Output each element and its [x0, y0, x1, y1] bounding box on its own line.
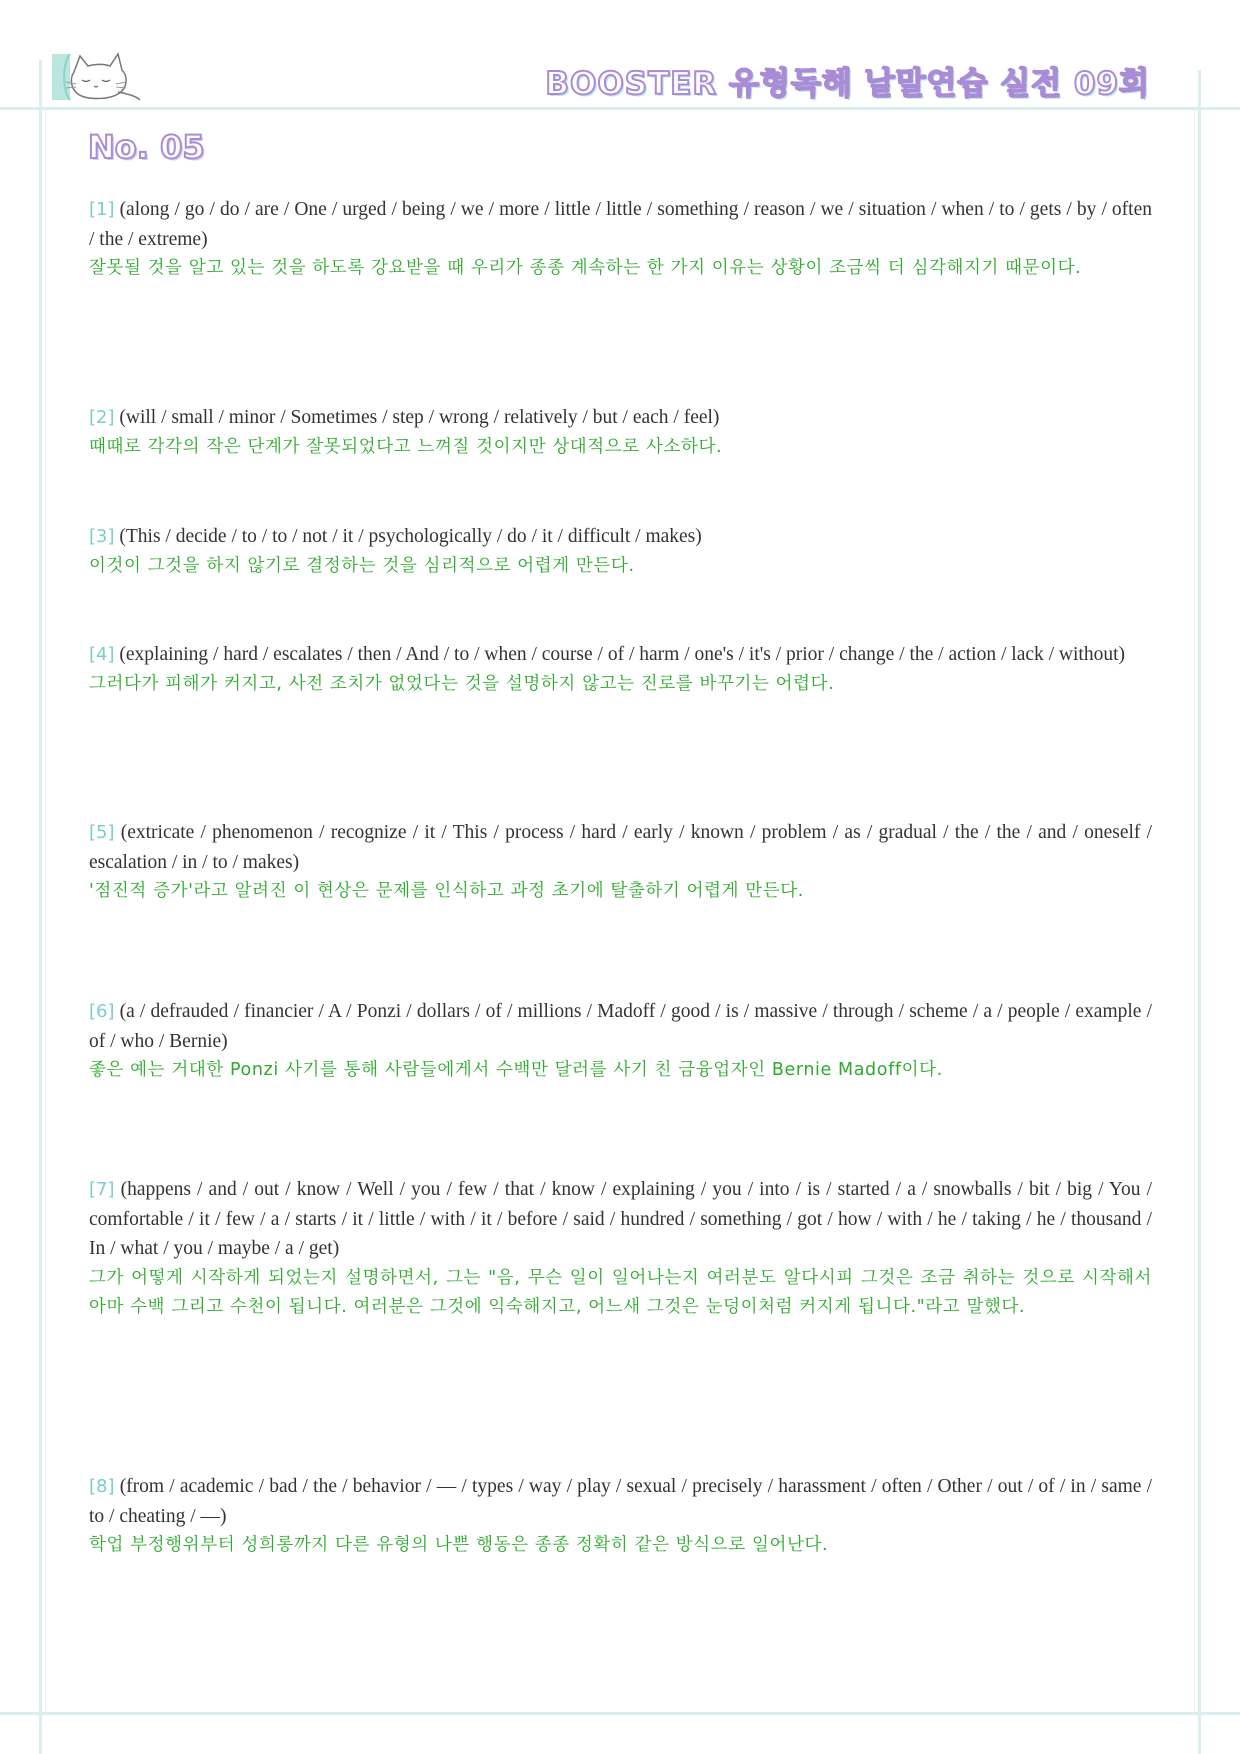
exercise-item-1 — [89, 195, 1152, 284]
frame-top-line — [0, 107, 1240, 110]
frame-left-line — [39, 60, 42, 1754]
section-number: No. 05 — [88, 128, 205, 166]
korean-translation: 잘못될 것을 알고 있는 것을 하도록 강요받을 때 우리가 종종 계속하는 한 가지 이유는 상황이 조금씩 더 심각해지기 때문이다. — [89, 258, 1082, 278]
item-number: [3] — [89, 526, 115, 547]
exercise-item-7 — [89, 1175, 1152, 1323]
word-scramble — [89, 403, 1152, 433]
korean-translation: 좋은 예는 거대한 Ponzi 사기를 통해 사람들에게서 수백만 달러를 사기 친 금융업자인 Bernie Madoff이다. — [89, 1060, 943, 1080]
word-list: (a / defrauded / financier / A / Ponzi / dollars / of / millions / Madoff / good / is / massive / through / scheme / a / people / example / of / who / Bernie) — [89, 1001, 1153, 1052]
korean-translation: 그러다가 피해가 커지고, 사전 조치가 없었다는 것을 설명하지 않고는 진로를 바꾸기는 어렵다. — [89, 673, 835, 694]
series-title: BOOSTER 유형독해 낱말연습 실전 09회 — [545, 66, 1150, 102]
sleeping-cat-icon — [52, 44, 144, 104]
korean-translation: '점진적 증가'라고 알려진 이 현상은 문제를 인식하고 과정 초기에 탈출하기 어렵게 만든다. — [89, 881, 804, 901]
frame-bottom-line — [0, 1712, 1240, 1715]
word-list: (This / decide / to / to / not / it / psychologically / do / it / difficult / makes) — [119, 526, 702, 547]
exercise-item-4 — [89, 640, 1152, 699]
word-list: (from / academic / bad / the / behavior / — / types / way / play / sexual / precisely / harassment / often / Other / out / of / in / same / to / cheating / —) — [89, 1476, 1153, 1527]
exercise-item-5 — [89, 818, 1152, 907]
exercise-item-6 — [89, 997, 1152, 1086]
korean-translation: 학업 부정행위부터 성희롱까지 다른 유형의 나쁜 행동은 종종 정확히 같은 방식으로 일어난다. — [89, 1535, 829, 1555]
korean-translation: 그가 어떻게 시작하게 되었는지 설명하면서, 그는 "음, 무슨 일이 일어나는지 여러분도 알다시피 그것은 조금 취하는 것으로 시작해서 아마 수백 그리고 수천이 됩니다. 여러분은 그것에 익숙해지고, 어느새 그것은 눈덩이처럼 커지게 됩니다."라고 말했다. — [89, 1267, 1152, 1317]
word-scramble — [89, 640, 1152, 670]
item-number: [8] — [89, 1476, 115, 1497]
word-scramble — [89, 818, 1152, 877]
item-number: [1] — [89, 199, 115, 220]
word-list: (along / go / do / are / One / urged / being / we / more / little / little / something / reason / we / situation / when / to / gets / by / often / the / extreme) — [89, 199, 1152, 250]
item-number: [2] — [89, 407, 115, 428]
item-number: [5] — [89, 822, 115, 843]
word-list: (happens / and / out / know / Well / you / few / that / know / explaining / you / into / is / started / a / snowballs / bit / big / You / comfortable / it / few / a / starts / it / little / with / it / before / said / hundred / something / got / how / with / he / taking / he / thousand / In / what / you / maybe / a / get) — [89, 1179, 1153, 1259]
korean-translation: 때때로 각각의 작은 단계가 잘못되었다고 느껴질 것이지만 상대적으로 사소하다. — [89, 436, 723, 457]
frame-left-inner-line — [45, 110, 46, 1712]
word-scramble — [89, 1472, 1152, 1531]
word-list: (extricate / phenomenon / recognize / it / This / process / hard / early / known / problem / as / gradual / the / the / and / oneself / escalation / in / to / makes) — [89, 822, 1153, 873]
word-scramble — [89, 997, 1152, 1056]
exercise-item-3 — [89, 522, 1152, 581]
korean-translation: 이것이 그것을 하지 않기로 결정하는 것을 심리적으로 어렵게 만든다. — [89, 555, 635, 576]
word-list: (will / small / minor / Sometimes / step / wrong / relatively / but / each / feel) — [119, 407, 720, 428]
item-number: [4] — [89, 644, 115, 665]
frame-right-inner-line — [1194, 110, 1195, 1712]
word-list: (explaining / hard / escalates / then / And / to / when / course / of / harm / one's / it's / prior / change / the / action / lack / without) — [119, 644, 1125, 665]
word-scramble — [89, 195, 1152, 254]
word-scramble — [89, 522, 1152, 552]
word-scramble — [89, 1175, 1152, 1264]
item-number: [6] — [89, 1001, 115, 1022]
exercise-item-2 — [89, 403, 1152, 462]
exercise-item-8 — [89, 1472, 1152, 1561]
item-number: [7] — [89, 1179, 115, 1200]
frame-right-line — [1198, 70, 1201, 1754]
